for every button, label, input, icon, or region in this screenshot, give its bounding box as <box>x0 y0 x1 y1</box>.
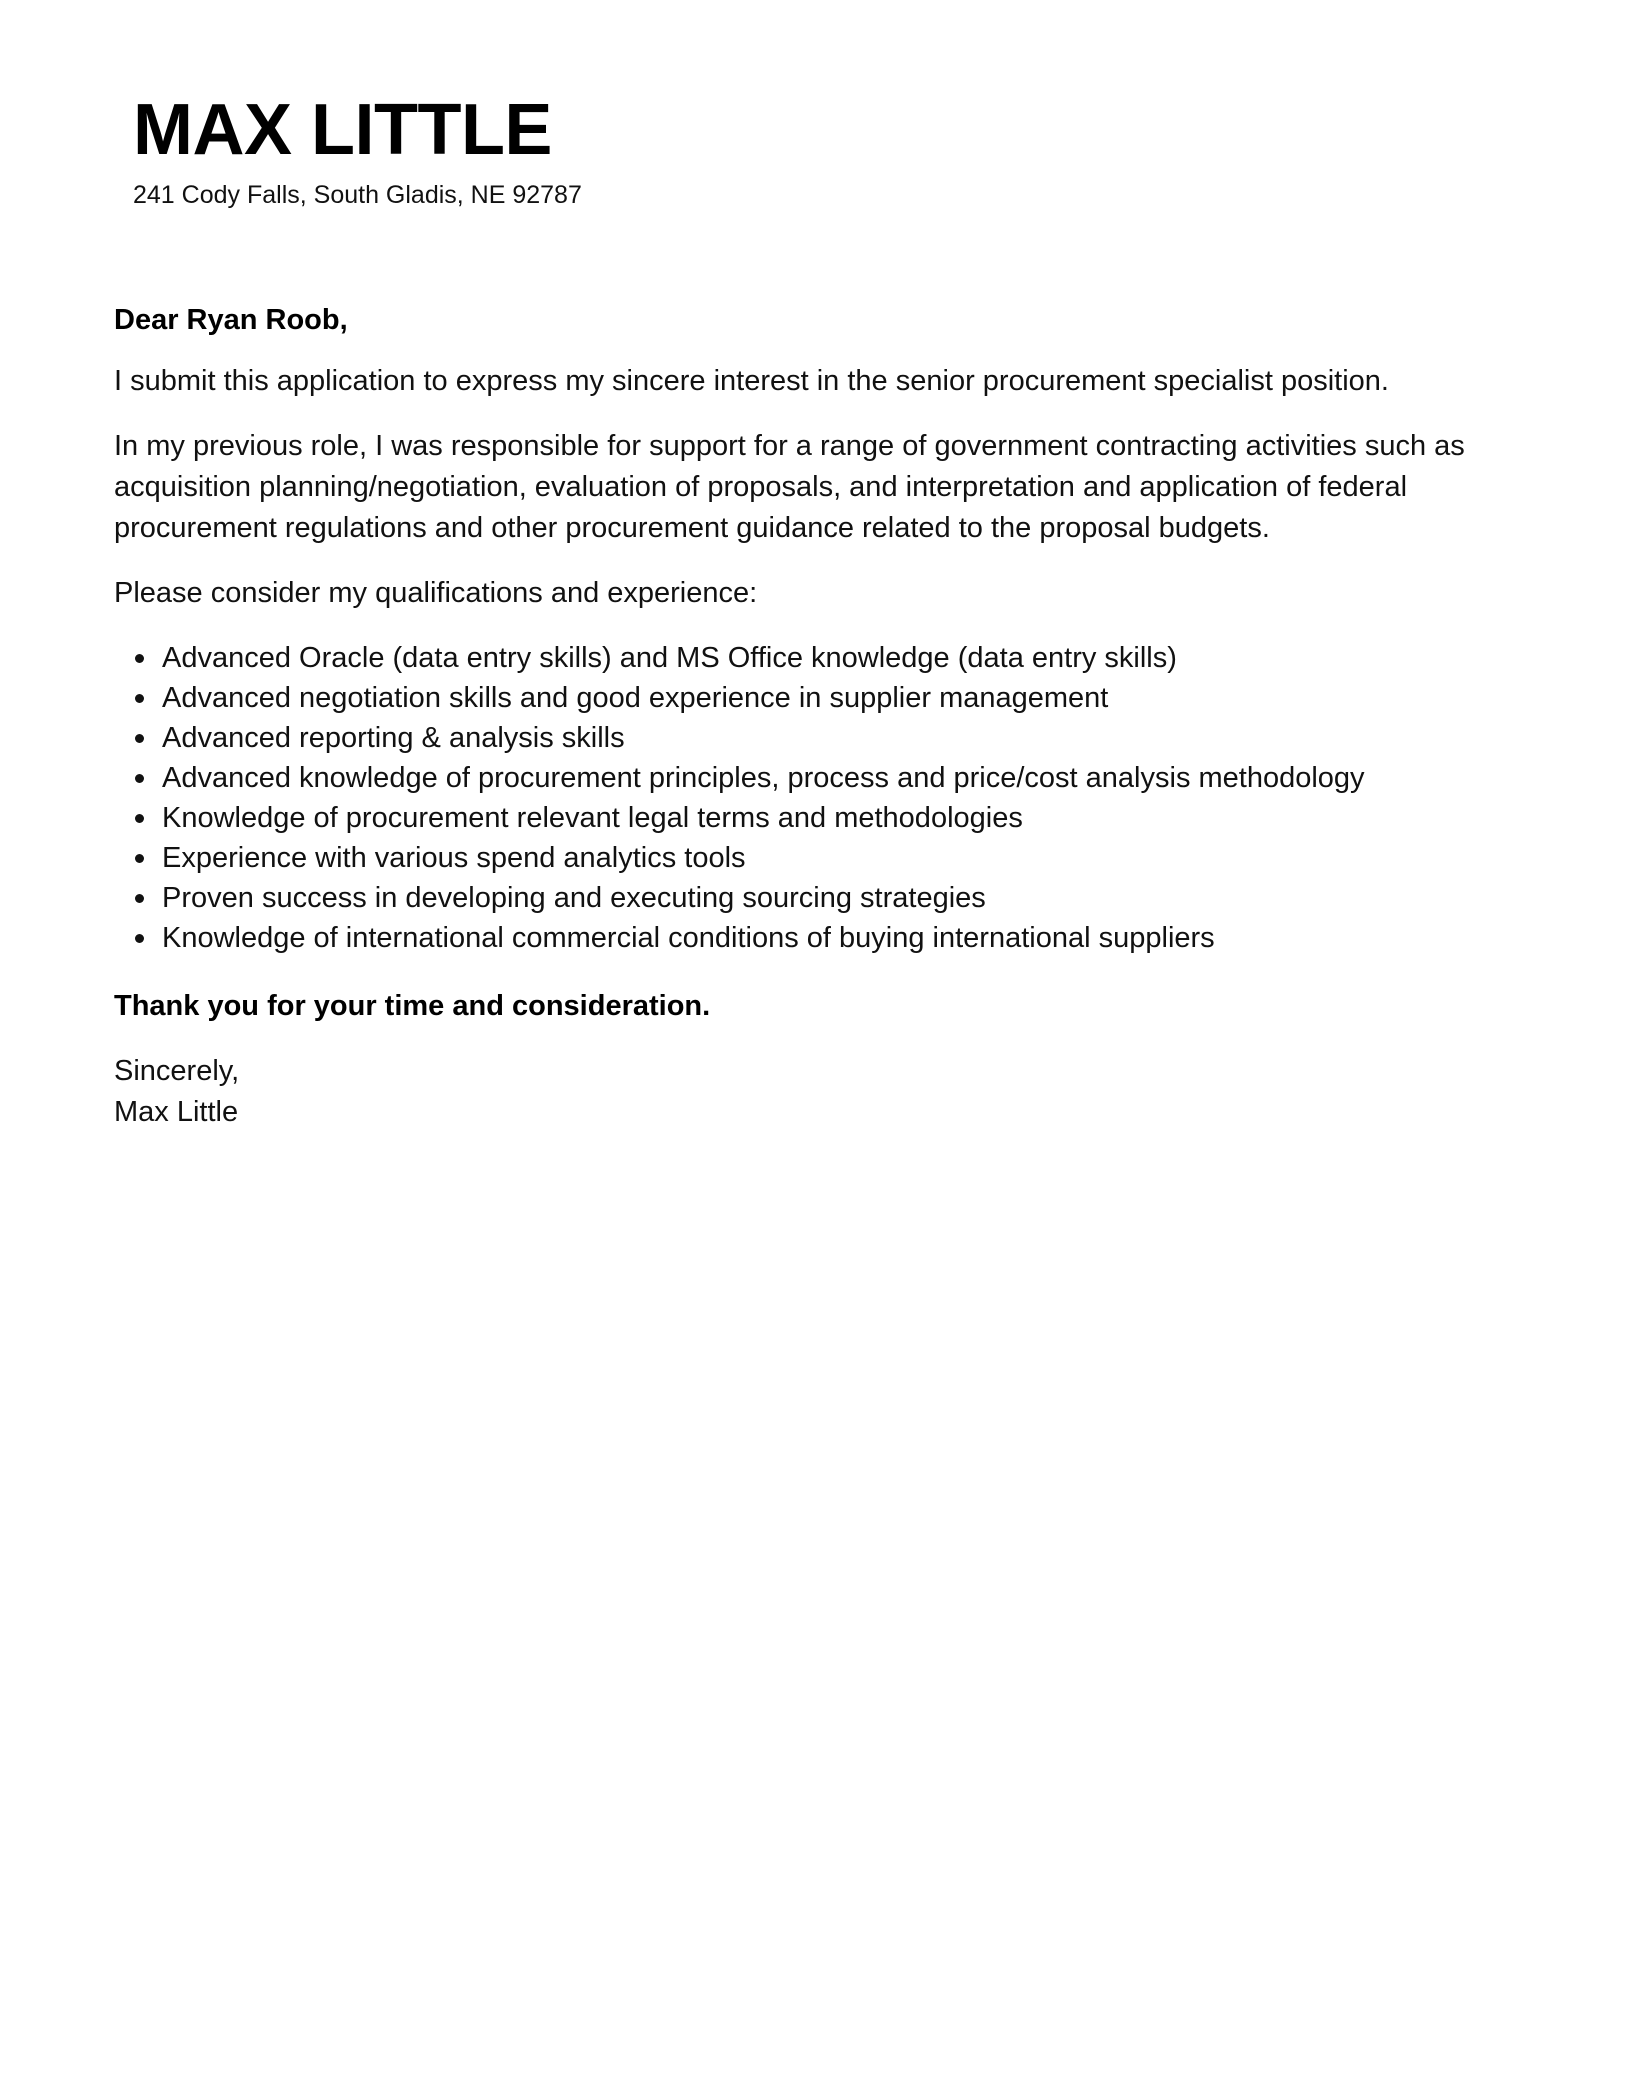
list-item-text: Advanced knowledge of procurement principles, process and price/cost analysis methodology <box>162 762 1365 794</box>
bullet-icon <box>135 654 144 663</box>
list-item-text: Advanced Oracle (data entry skills) and MS Office knowledge (data entry skills) <box>162 642 1177 674</box>
list-item-text: Proven success in developing and executing sourcing strategies <box>162 882 986 914</box>
list-item <box>162 718 1514 758</box>
bullet-icon <box>135 694 144 703</box>
list-item-text: Experience with various spend analytics tools <box>162 842 746 874</box>
applicant-address: 241 Cody Falls, South Gladis, NE 92787 <box>133 181 582 209</box>
letter-header <box>133 88 1433 212</box>
closing: Sincerely, <box>114 1055 240 1087</box>
bullet-icon <box>135 814 144 823</box>
bullet-icon <box>135 854 144 863</box>
letter-body <box>114 300 1514 1133</box>
signature: Max Little <box>114 1096 239 1128</box>
list-item-text: Knowledge of procurement relevant legal terms and methodologies <box>162 802 1023 834</box>
list-item <box>162 878 1514 918</box>
list-item <box>162 798 1514 838</box>
bullet-icon <box>135 734 144 743</box>
applicant-name: MAX LITTLE <box>133 90 552 170</box>
qualifications-list <box>114 638 1514 958</box>
list-item-text: Advanced reporting & analysis skills <box>162 722 625 754</box>
intro-paragraph: I submit this application to express my sincere interest in the senior procurement specialist position. <box>114 365 1389 397</box>
thanks-line: Thank you for your time and consideration. <box>114 990 711 1022</box>
bullet-icon <box>135 774 144 783</box>
list-item <box>162 838 1514 878</box>
list-item-text: Advanced negotiation skills and good experience in supplier management <box>162 682 1109 714</box>
qualifications-intro: Please consider my qualifications and experience: <box>114 577 758 609</box>
bullet-icon <box>135 934 144 943</box>
list-item <box>162 678 1514 718</box>
list-item <box>162 918 1514 958</box>
bullet-icon <box>135 894 144 903</box>
list-item <box>162 758 1514 798</box>
experience-paragraph: In my previous role, I was responsible for support for a range of government contracting activities such as acquisition planning/negotiation, evaluation of proposals, and interpretation and application of federal procurement regulations and other procurement guidance related to the proposal budgets. <box>114 430 1465 544</box>
salutation: Dear Ryan Roob, <box>114 304 348 336</box>
list-item-text: Knowledge of international commercial conditions of buying international suppliers <box>162 922 1215 954</box>
list-item <box>162 638 1514 678</box>
